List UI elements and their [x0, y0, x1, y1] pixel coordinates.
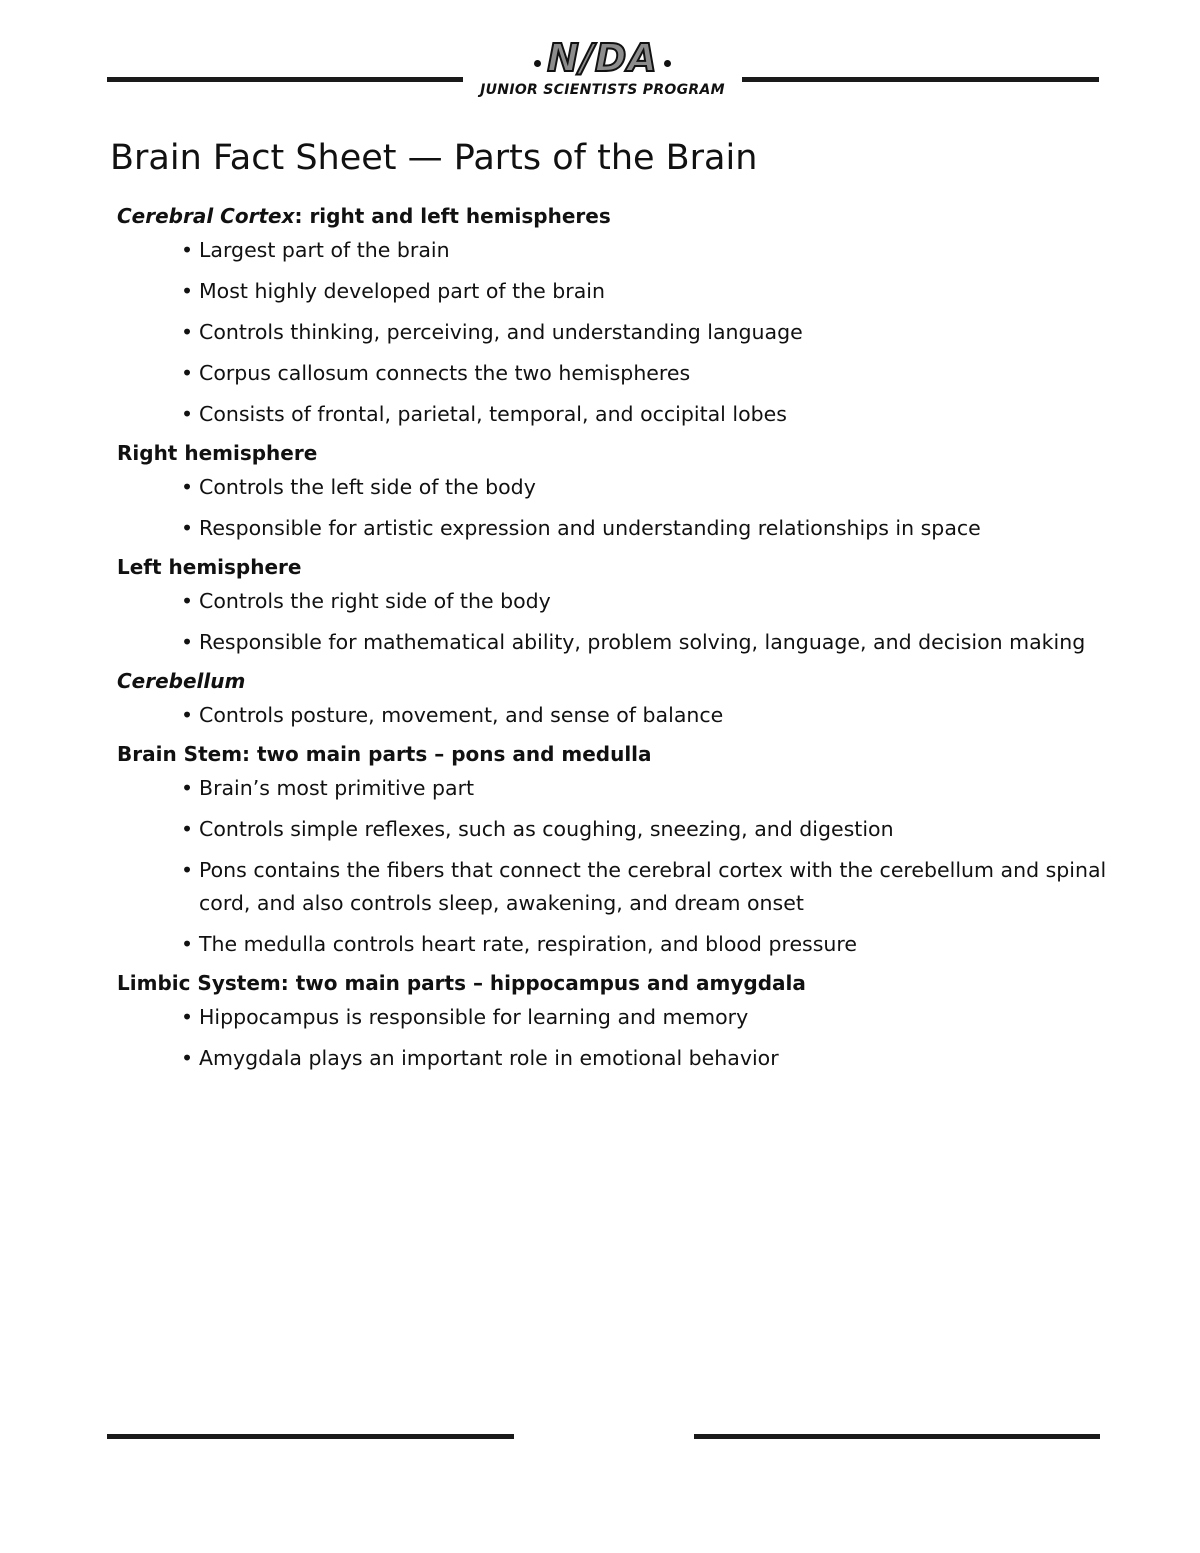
bullet-item: • The medulla controls heart rate, respiration, and blood pressure — [181, 920, 1117, 961]
bullet-list — [117, 581, 1117, 659]
section-cerebral-cortex — [117, 202, 1117, 431]
section-heading — [117, 740, 1117, 768]
section-right-hemisphere — [117, 439, 1117, 545]
section-heading — [117, 553, 1117, 581]
logo-mark: N/DA — [547, 36, 658, 80]
section-limbic-system — [117, 969, 1117, 1075]
nida-logo — [463, 34, 742, 100]
bullet-item: • Controls simple reflexes, such as coughing, sneezing, and digestion — [181, 805, 1117, 846]
bullet-item: • Controls posture, movement, and sense of balance — [181, 695, 1117, 732]
bullet-item: • Controls thinking, perceiving, and understanding language — [181, 308, 1117, 349]
bullet-item: • Pons contains the fibers that connect the cerebral cortex with the cerebellum and spinal cord, and also controls sleep, awakening, and dream onset — [181, 846, 1117, 920]
section-term: Cerebral Cortex — [117, 204, 295, 228]
page-title: Brain Fact Sheet — Parts of the Brain — [110, 138, 758, 178]
bullet-list — [117, 695, 1117, 732]
section-cerebellum — [117, 667, 1117, 732]
fact-sheet-content — [117, 202, 1117, 1075]
section-detail: : two main parts – pons and medulla — [242, 742, 652, 766]
bullet-item: • Hippocampus is responsible for learning and memory — [181, 997, 1117, 1034]
header-rule-left — [107, 77, 463, 82]
section-term: Left hemisphere — [117, 555, 302, 579]
section-heading — [117, 667, 1117, 695]
section-left-hemisphere — [117, 553, 1117, 659]
program-name: JUNIOR SCIENTISTS PROGRAM — [480, 82, 725, 98]
section-brain-stem — [117, 740, 1117, 961]
bullet-item: • Controls the left side of the body — [181, 467, 1117, 504]
logo-dot-right — [664, 60, 671, 67]
section-heading — [117, 202, 1117, 230]
bullet-item: • Controls the right side of the body — [181, 581, 1117, 618]
footer-rule-left — [107, 1434, 514, 1439]
bullet-list — [117, 467, 1117, 545]
section-heading — [117, 969, 1117, 997]
bullet-list — [117, 230, 1117, 431]
bullet-list — [117, 768, 1117, 961]
section-term: Brain Stem — [117, 742, 243, 766]
bullet-item: • Corpus callosum connects the two hemispheres — [181, 349, 1117, 390]
footer-rule-right — [694, 1434, 1100, 1439]
section-term: Limbic System — [117, 971, 281, 995]
header-rule-right — [742, 77, 1099, 82]
logo-dot-left — [534, 60, 541, 67]
bullet-item: • Brain’s most primitive part — [181, 768, 1117, 805]
section-term: Cerebellum — [117, 669, 246, 693]
bullet-item: • Responsible for artistic expression and understanding relationships in space — [181, 504, 1117, 545]
bullet-list — [117, 997, 1117, 1075]
bullet-item: • Responsible for mathematical ability, problem solving, language, and decision making — [181, 618, 1117, 659]
bullet-item: • Most highly developed part of the brain — [181, 267, 1117, 308]
bullet-item: • Amygdala plays an important role in emotional behavior — [181, 1034, 1117, 1075]
section-term: Right hemisphere — [117, 441, 318, 465]
bullet-item: • Consists of frontal, parietal, temporal, and occipital lobes — [181, 390, 1117, 431]
bullet-item: • Largest part of the brain — [181, 230, 1117, 267]
section-detail: : two main parts – hippocampus and amygdala — [280, 971, 806, 995]
section-heading — [117, 439, 1117, 467]
section-detail: : right and left hemispheres — [294, 204, 611, 228]
